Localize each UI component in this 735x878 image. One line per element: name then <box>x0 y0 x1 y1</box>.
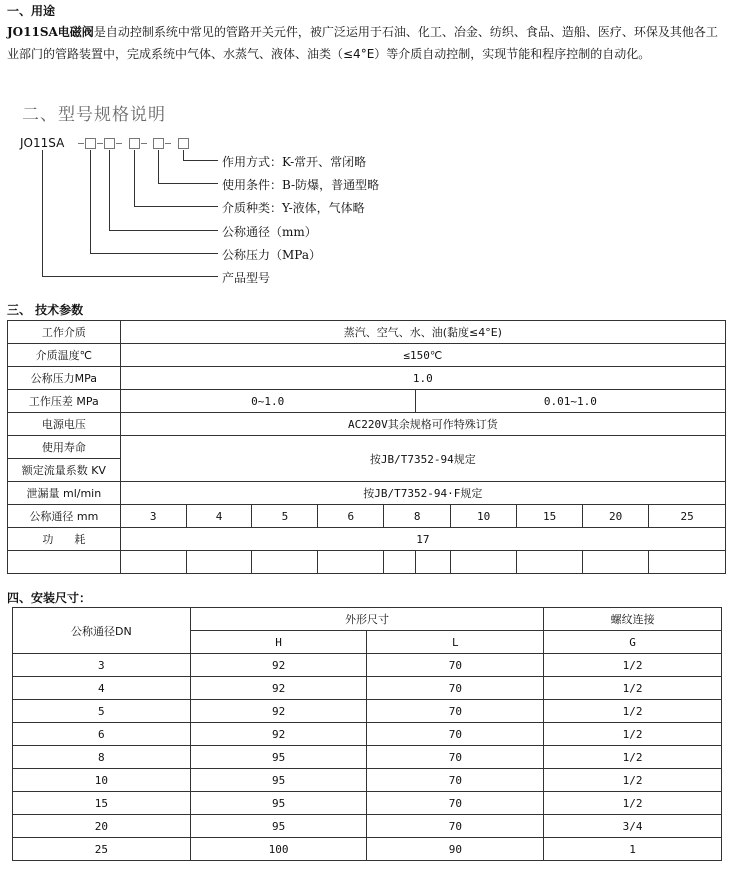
desc-pressure: 公称压力（MPa） <box>222 248 321 262</box>
cell-dn: 25 <box>13 838 191 861</box>
dn-cell: 3 <box>120 505 186 528</box>
diagram-dash <box>116 143 122 144</box>
dn-cell: 20 <box>583 505 649 528</box>
header-dn: 公称通径DN <box>13 608 191 654</box>
diagram-box-diameter <box>104 138 115 149</box>
tech-params-table <box>7 320 726 574</box>
header-h: H <box>190 631 367 654</box>
table-row <box>13 792 722 815</box>
cell-g: 1 <box>544 838 722 861</box>
label-medium: 工作介质 <box>8 321 121 344</box>
table-row <box>13 723 722 746</box>
cell-dn: 20 <box>13 815 191 838</box>
value-life-flow: 按JB/T7352-94规定 <box>120 436 725 482</box>
product-name: JO11SA电磁阀 <box>7 25 94 39</box>
usage-text: 是自动控制系统中常见的管路开关元件，被广泛运用于石油、化工、冶金、纺织、食品、造船、医疗、环保及其他各工业部门的管路装置中，完成系统中气体、水蒸气、液体、油类（≤4°E）等介质自动控制，实现节能和程序控制的自动化。 <box>7 25 718 61</box>
table-row <box>13 838 722 861</box>
table-row <box>8 505 726 528</box>
dn-cell: 25 <box>649 505 726 528</box>
cell-dn: 4 <box>13 677 191 700</box>
cell-h: 95 <box>190 815 367 838</box>
diagram-box-pressure <box>85 138 96 149</box>
section-heading-model: 二、型号规格说明 <box>22 105 166 125</box>
model-code: JO11SA <box>20 136 65 150</box>
table-row <box>8 528 726 551</box>
cell-dn: 10 <box>13 769 191 792</box>
label-life: 使用寿命 <box>8 436 121 459</box>
dn-cell: 10 <box>451 505 517 528</box>
table-row <box>13 700 722 723</box>
value-medium: 蒸汽、空气、水、油(黏度≤4°E) <box>120 321 725 344</box>
table-row <box>13 769 722 792</box>
table-row <box>8 551 726 574</box>
dn-cell: 15 <box>517 505 583 528</box>
value-pressure: 1.0 <box>120 367 725 390</box>
desc-condition: 使用条件：B-防爆，普通型略 <box>222 178 380 192</box>
label-consumption: 功 耗 <box>8 528 121 551</box>
cell-g: 1/2 <box>544 677 722 700</box>
desc-diameter: 公称通径（mm） <box>222 225 317 239</box>
diagram-dash <box>141 143 147 144</box>
cell-l: 70 <box>367 700 544 723</box>
section-heading-usage: 一、用途 <box>7 4 56 18</box>
diagram-box-action <box>178 138 189 149</box>
label-flow: 额定流量系数 KV <box>8 459 121 482</box>
desc-product: 产品型号 <box>222 271 271 285</box>
table-row <box>8 344 726 367</box>
label-temp: 介质温度℃ <box>8 344 121 367</box>
table-row <box>13 677 722 700</box>
cell-dn: 3 <box>13 654 191 677</box>
cell-h: 92 <box>190 654 367 677</box>
diagram-box-medium <box>129 138 140 149</box>
cell-h: 92 <box>190 723 367 746</box>
cell-l: 70 <box>367 723 544 746</box>
table-row <box>13 815 722 838</box>
install-dimensions-table <box>12 607 722 861</box>
table-row <box>13 654 722 677</box>
table-row <box>8 390 726 413</box>
cell-g: 3/4 <box>544 815 722 838</box>
dn-cell: 5 <box>252 505 318 528</box>
desc-action: 作用方式：K-常开、常闭略 <box>222 155 367 169</box>
cell-dn: 6 <box>13 723 191 746</box>
label-diff: 工作压差 MPa <box>8 390 121 413</box>
cell-g: 1/2 <box>544 769 722 792</box>
cell-h: 92 <box>190 700 367 723</box>
table-row <box>8 367 726 390</box>
table-row <box>8 482 726 505</box>
value-consumption: 17 <box>120 528 725 551</box>
dn-cell: 6 <box>318 505 384 528</box>
value-temp: ≤150℃ <box>120 344 725 367</box>
table-row <box>8 413 726 436</box>
header-outer: 外形尺寸 <box>190 608 543 631</box>
diagram-dash <box>165 143 171 144</box>
value-diff-1: 0~1.0 <box>120 390 415 413</box>
cell-l: 70 <box>367 769 544 792</box>
cell-dn: 5 <box>13 700 191 723</box>
cell-h: 95 <box>190 746 367 769</box>
cell-l: 70 <box>367 677 544 700</box>
value-diff-2: 0.01~1.0 <box>415 390 725 413</box>
header-thread: 螺纹连接 <box>544 608 722 631</box>
cell-l: 70 <box>367 654 544 677</box>
cell-l: 70 <box>367 815 544 838</box>
header-g: G <box>544 631 722 654</box>
cell-h: 95 <box>190 792 367 815</box>
cell-l: 70 <box>367 792 544 815</box>
section-heading-install: 四、安装尺寸： <box>7 591 92 605</box>
cell-h: 92 <box>190 677 367 700</box>
dn-cell: 4 <box>186 505 252 528</box>
table-row <box>8 436 726 459</box>
label-pressure: 公称压力MPa <box>8 367 121 390</box>
label-dn: 公称通径 mm <box>8 505 121 528</box>
diagram-dash <box>78 143 84 144</box>
cell-h: 100 <box>190 838 367 861</box>
label-power: 电源电压 <box>8 413 121 436</box>
value-leak: 按JB/T7352-94·F规定 <box>120 482 725 505</box>
cell-g: 1/2 <box>544 654 722 677</box>
cell-l: 70 <box>367 746 544 769</box>
diagram-box-condition <box>153 138 164 149</box>
value-power: AC220V其余规格可作特殊订货 <box>120 413 725 436</box>
cell-dn: 15 <box>13 792 191 815</box>
cell-g: 1/2 <box>544 792 722 815</box>
cell-dn: 8 <box>13 746 191 769</box>
label-leak: 泄漏量 ml/min <box>8 482 121 505</box>
cell-g: 1/2 <box>544 700 722 723</box>
cell-g: 1/2 <box>544 723 722 746</box>
cell-h: 95 <box>190 769 367 792</box>
diagram-dash <box>97 143 103 144</box>
cell-l: 90 <box>367 838 544 861</box>
header-l: L <box>367 631 544 654</box>
table-row <box>13 608 722 631</box>
table-row <box>8 321 726 344</box>
dn-cell: 8 <box>384 505 451 528</box>
cell-g: 1/2 <box>544 746 722 769</box>
table-row <box>13 746 722 769</box>
usage-paragraph <box>7 21 725 65</box>
desc-medium: 介质种类：Y-液体，气体略 <box>222 201 365 215</box>
section-heading-tech: 三、 技术参数 <box>7 303 84 317</box>
